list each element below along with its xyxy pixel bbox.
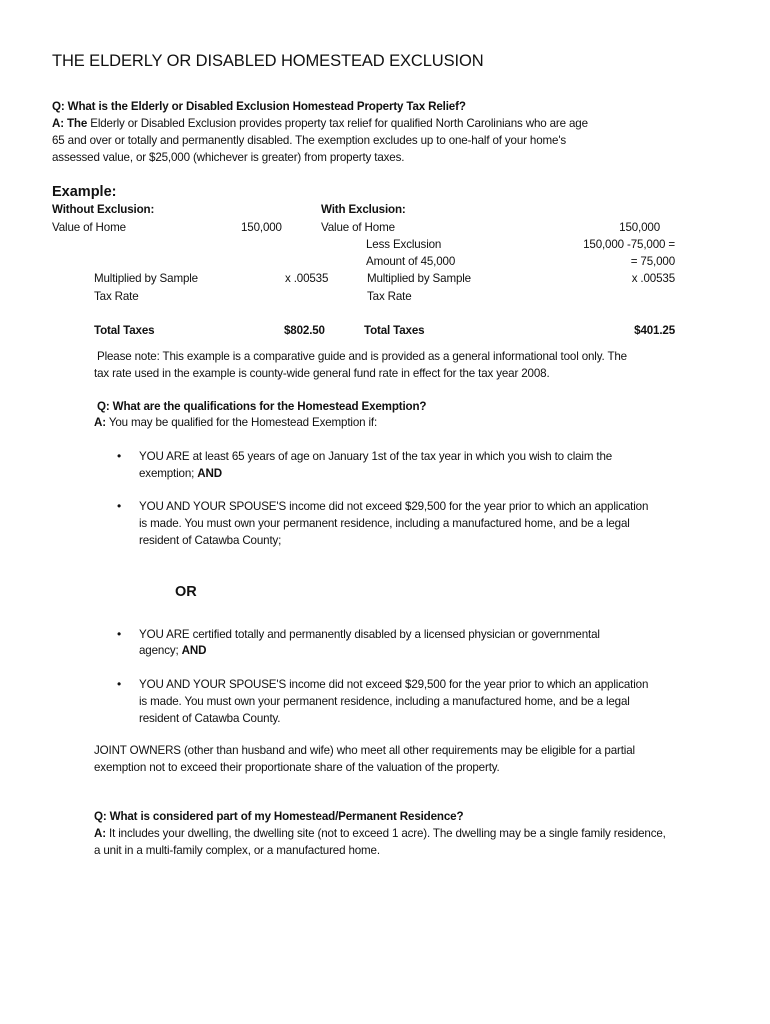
with-rate: x .00535 bbox=[631, 272, 675, 285]
with-less-value: 150,000 -75,000 = bbox=[583, 238, 675, 251]
page-title: THE ELDERLY OR DISABLED HOMESTEAD EXCLUSION bbox=[52, 52, 484, 70]
without-value: 150,000 bbox=[241, 221, 282, 234]
q2-answer-label: A: bbox=[94, 416, 106, 429]
q1-question: Q: What is the Elderly or Disabled Exclusion Homestead Property Tax Relief? bbox=[52, 100, 466, 113]
with-rate-label-2: Tax Rate bbox=[367, 290, 412, 303]
bullet-1-text: exemption; bbox=[139, 467, 195, 480]
with-amount-value: = 75,000 bbox=[630, 255, 675, 268]
bullet-3-text: agency; bbox=[139, 644, 179, 657]
note-line-2: tax rate used in the example is county-wide general fund rate in effect for the tax year 2008. bbox=[94, 367, 550, 380]
q3-answer-line-2: a unit in a multi-family complex, or a manufactured home. bbox=[94, 844, 380, 857]
bullet-2-line-3: resident of Catawba County; bbox=[139, 534, 282, 547]
q1-answer-line-3: assessed value, or $25,000 (whichever is greater) from property taxes. bbox=[52, 151, 405, 164]
bullet-4-line-1: YOU AND YOUR SPOUSE'S income did not exceed $29,500 for the year prior to which an application bbox=[139, 678, 649, 691]
or-separator: OR bbox=[175, 584, 197, 600]
with-rate-label: Multiplied by Sample bbox=[367, 272, 471, 285]
bullet-icon: • bbox=[117, 627, 122, 641]
q2-answer bbox=[94, 415, 377, 432]
bullet-1-line-1: YOU ARE at least 65 years of age on January 1st of the tax year in which you wish to claim the bbox=[139, 450, 613, 463]
without-value-label: Value of Home bbox=[52, 221, 126, 234]
bullet-1-line-2 bbox=[139, 466, 222, 483]
with-amount-label: Amount of 45,000 bbox=[366, 255, 456, 268]
q2-question: Q: What are the qualifications for the Homestead Exemption? bbox=[97, 400, 427, 413]
with-value-label: Value of Home bbox=[321, 221, 395, 234]
without-exclusion-header: Without Exclusion: bbox=[52, 203, 155, 216]
bullet-icon: • bbox=[117, 499, 122, 513]
q1-answer-line-1 bbox=[52, 116, 588, 133]
without-rate-label: Multiplied by Sample bbox=[94, 272, 198, 285]
q3-question: Q: What is considered part of my Homestead/Permanent Residence? bbox=[94, 810, 464, 823]
bullet-4-line-3: resident of Catawba County. bbox=[139, 712, 281, 725]
bullet-icon: • bbox=[117, 449, 122, 463]
without-total-label: Total Taxes bbox=[94, 324, 155, 337]
q2-answer-text: You may be qualified for the Homestead Exemption if: bbox=[108, 416, 378, 429]
with-less-label: Less Exclusion bbox=[366, 238, 442, 251]
q1-answer-label: A: The bbox=[52, 117, 88, 130]
joint-owners-line-2: exemption not to exceed their proportionate share of the valuation of the property. bbox=[94, 761, 500, 774]
bullet-2-line-1: YOU AND YOUR SPOUSE'S income did not exceed $29,500 for the year prior to which an application bbox=[139, 500, 649, 513]
q1-answer-text: Elderly or Disabled Exclusion provides property tax relief for qualified North Carolinians who are age bbox=[90, 117, 588, 130]
bullet-2-line-2: is made. You must own your permanent residence, including a manufactured home, and be a legal bbox=[139, 517, 630, 530]
with-total-label: Total Taxes bbox=[364, 324, 425, 337]
bullet-icon: • bbox=[117, 677, 122, 691]
bullet-3-line-1: YOU ARE certified totally and permanently disabled by a licensed physician or governmental bbox=[139, 628, 600, 641]
with-total: $401.25 bbox=[634, 324, 675, 337]
note-line-1: Please note: This example is a comparative guide and is provided as a general informational tool only. The bbox=[97, 350, 627, 363]
q3-answer-label: A: bbox=[94, 827, 106, 840]
q1-answer-line-2: 65 and over or totally and permanently disabled. The exemption excludes up to one-half of your home's bbox=[52, 134, 567, 147]
bullet-4-line-2: is made. You must own your permanent residence, including a manufactured home, and be a legal bbox=[139, 695, 630, 708]
bullet-3-suffix: AND bbox=[181, 644, 207, 657]
q3-answer-line-1 bbox=[94, 826, 666, 843]
bullet-1-suffix: AND bbox=[197, 467, 222, 480]
without-rate-label-2: Tax Rate bbox=[94, 290, 139, 303]
example-heading: Example: bbox=[52, 184, 117, 200]
with-exclusion-header: With Exclusion: bbox=[321, 203, 406, 216]
q3-answer-text: It includes your dwelling, the dwelling site (not to exceed 1 acre). The dwelling may be a single family residence, bbox=[109, 827, 666, 840]
bullet-3-line-2 bbox=[139, 643, 206, 660]
with-value: 150,000 bbox=[619, 221, 660, 234]
without-total: $802.50 bbox=[284, 324, 325, 337]
without-rate: x .00535 bbox=[285, 272, 329, 285]
joint-owners-line-1: JOINT OWNERS (other than husband and wife) who meet all other requirements may be eligible for a partial bbox=[94, 744, 635, 757]
